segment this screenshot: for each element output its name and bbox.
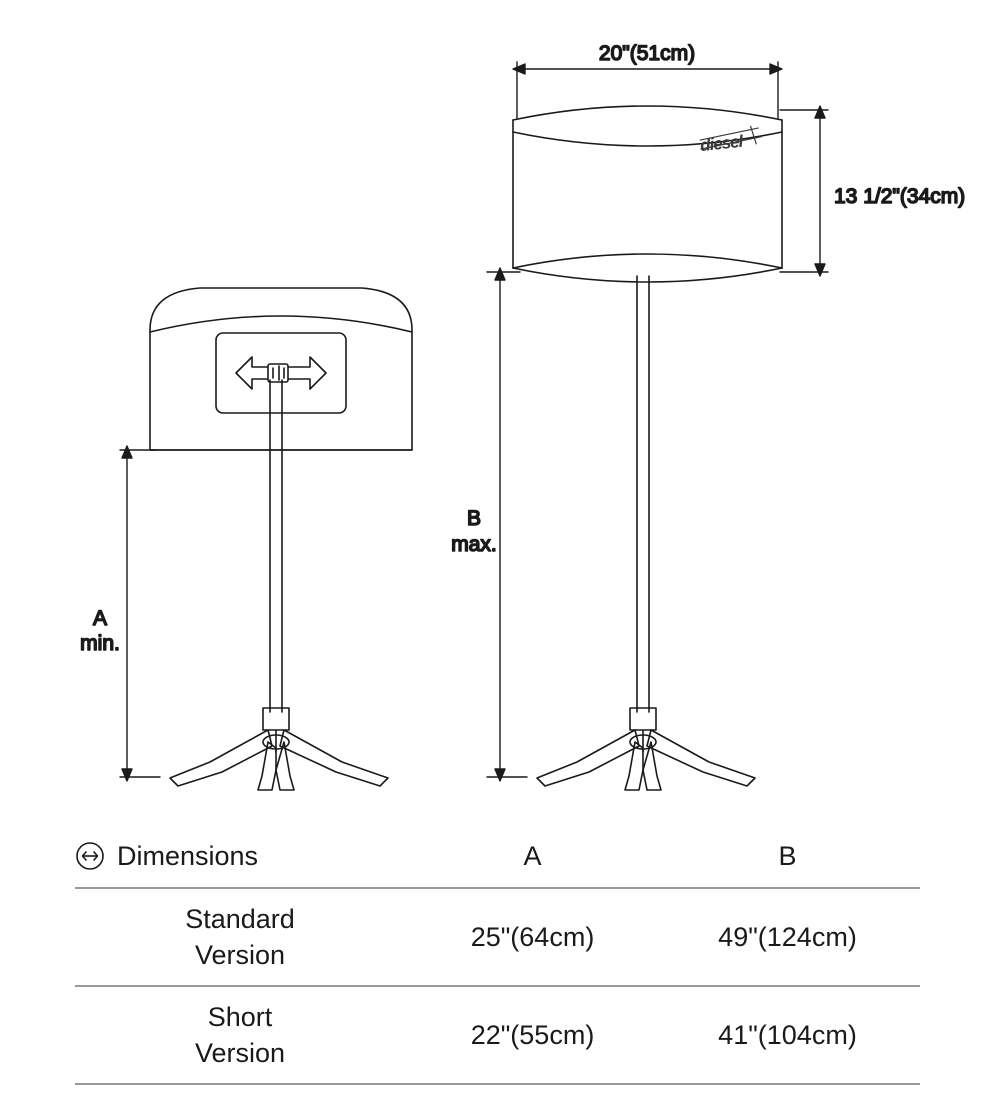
dimension-shade-width	[513, 62, 782, 118]
label-shade-width: 20"(51cm)	[598, 42, 696, 65]
column-header-b: B	[778, 840, 797, 871]
dimensions-icon	[75, 841, 105, 871]
row-value-a: 25"(64cm)	[470, 921, 595, 952]
label-a-min-line1: A	[92, 607, 108, 630]
row-name-standard	[75, 901, 405, 974]
label-b-max-line1: B	[466, 507, 482, 530]
row-name-line1: Short	[207, 1001, 273, 1032]
row-value-a: 22"(55cm)	[470, 1019, 595, 1050]
dimensions-header-cell	[75, 841, 405, 872]
dimension-shade-height	[780, 106, 828, 276]
dimension-b-max	[487, 268, 527, 781]
label-b-max-line2: max.	[451, 533, 497, 556]
dimensions-header-label: Dimensions	[117, 840, 259, 871]
row-name-line2: Version	[194, 1038, 286, 1068]
right-lamp-view	[513, 106, 782, 790]
row-name-line1: Standard	[185, 903, 295, 934]
row-name-short	[75, 999, 405, 1072]
label-a-min-line2: min.	[80, 632, 120, 655]
label-shade-height: 13 1/2"(34cm)	[834, 185, 966, 208]
svg-text:diesel: diesel	[699, 131, 744, 156]
dimensions-table	[75, 825, 920, 1085]
table-row	[75, 987, 920, 1085]
brand-logo	[699, 125, 763, 155]
left-lamp-view	[150, 288, 412, 790]
row-value-b: 41"(104cm)	[718, 1019, 857, 1050]
column-header-a: A	[523, 840, 542, 871]
row-name-line2: Version	[194, 940, 286, 970]
dimension-a-min	[120, 446, 160, 781]
table-row	[75, 889, 920, 987]
row-value-b: 49"(124cm)	[718, 921, 857, 952]
table-header-row	[75, 825, 920, 889]
